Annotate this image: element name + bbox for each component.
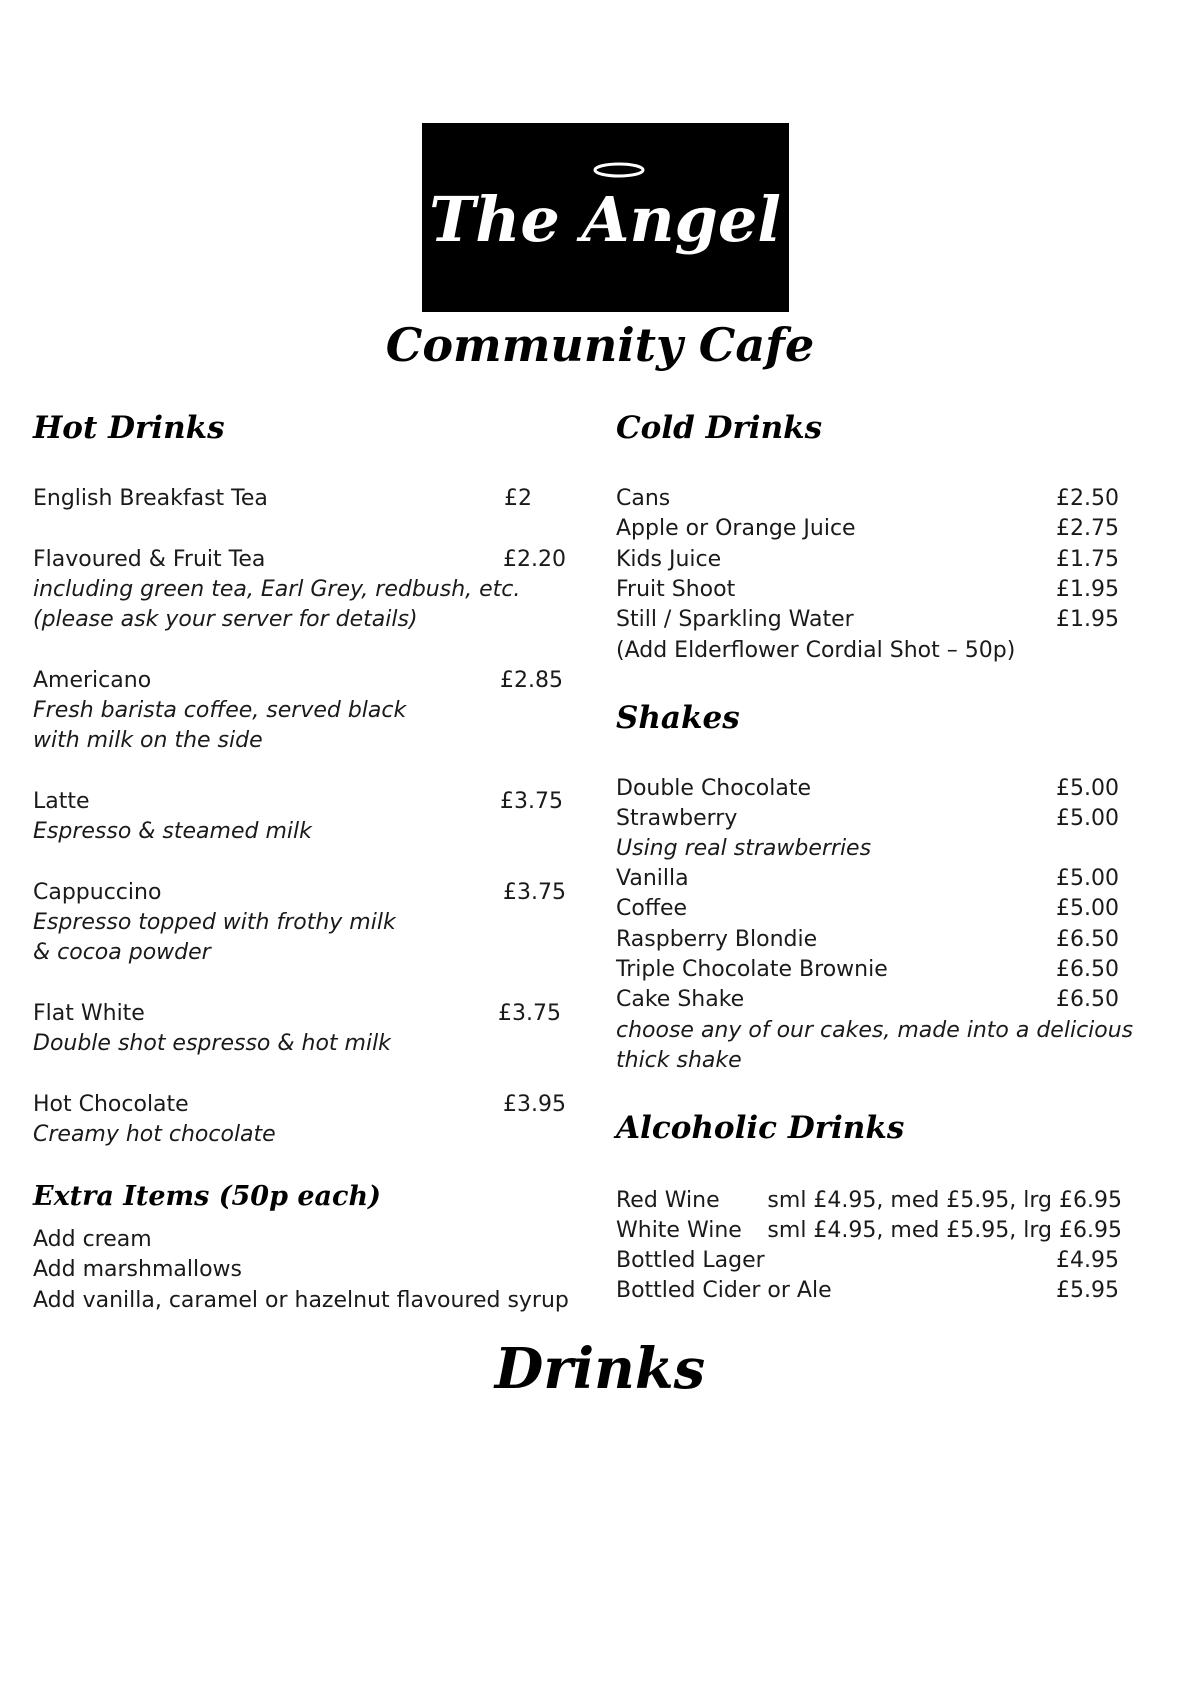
item-price: £3.75 [500, 789, 563, 814]
item-name: Cake Shake [616, 987, 745, 1012]
item-description: Fresh barista coffee, served black [33, 698, 407, 723]
item-name: Red Wine [616, 1188, 720, 1213]
item-price: £4.95 [1056, 1248, 1119, 1273]
menu-item [33, 666, 563, 696]
item-description: thick shake [616, 1048, 742, 1073]
menu-footer-title: Drinks [494, 1336, 706, 1402]
item-name: Raspberry Blondie [616, 927, 818, 952]
shakes-heading: Shakes [616, 700, 740, 736]
item-price: £5.00 [1056, 896, 1119, 921]
logo-text: The Angel [429, 183, 781, 256]
item-price: sml £4.95, med £5.95, lrg £6.95 [767, 1188, 1122, 1213]
item-name: Apple or Orange Juice [616, 516, 856, 541]
extras-heading: Extra Items (50p each) [33, 1181, 381, 1212]
item-name: English Breakfast Tea [33, 486, 268, 511]
item-price: sml £4.95, med £5.95, lrg £6.95 [767, 1218, 1122, 1243]
menu-item [616, 1186, 1122, 1216]
cold-drinks-note: (Add Elderflower Cordial Shot – 50p) [616, 638, 1016, 663]
menu-item [616, 894, 1119, 924]
item-price: £6.50 [1056, 987, 1119, 1012]
item-description: Espresso topped with frothy milk [33, 910, 396, 935]
menu-item [33, 545, 566, 575]
item-name: Coffee [616, 896, 688, 921]
item-name: Flavoured & Fruit Tea [33, 547, 266, 572]
item-price: £2 [504, 486, 532, 511]
item-name: Fruit Shoot [616, 577, 736, 602]
item-price: £2.75 [1056, 516, 1119, 541]
item-price: £6.50 [1056, 927, 1119, 952]
menu-item [616, 985, 1119, 1015]
item-price: £5.00 [1056, 776, 1119, 801]
cold-drinks-heading: Cold Drinks [616, 410, 823, 446]
item-name: Cans [616, 486, 671, 511]
item-price: £6.50 [1056, 957, 1119, 982]
menu-item [616, 1276, 1119, 1306]
item-description: Creamy hot chocolate [33, 1122, 276, 1147]
menu-item [616, 864, 1119, 894]
item-name: Double Chocolate [616, 776, 812, 801]
menu-item [33, 1090, 566, 1120]
menu-item [616, 605, 1119, 635]
item-name: Bottled Cider or Ale [616, 1278, 832, 1303]
halo-icon [595, 164, 643, 176]
item-name: Cappuccino [33, 880, 162, 905]
item-name: Bottled Lager [616, 1248, 765, 1273]
item-price: £3.75 [503, 880, 566, 905]
item-price: £1.95 [1056, 577, 1119, 602]
item-description: (please ask your server for details) [33, 607, 418, 632]
item-price: £3.75 [498, 1001, 561, 1026]
item-name: Triple Chocolate Brownie [616, 957, 888, 982]
menu-item [616, 955, 1119, 985]
item-description: Espresso & steamed milk [33, 819, 312, 844]
menu-item [616, 1246, 1119, 1276]
item-price: £2.20 [503, 547, 566, 572]
menu-item [33, 999, 563, 1029]
item-price: £5.00 [1056, 866, 1119, 891]
cafe-logo [422, 123, 789, 312]
menu-item [33, 878, 566, 908]
menu-item [616, 514, 1119, 544]
cafe-subtitle: Community Cafe [385, 318, 815, 372]
menu-item [616, 804, 1119, 834]
alcoholic-heading: Alcoholic Drinks [616, 1110, 905, 1146]
menu-item [616, 1216, 1122, 1246]
menu-item [616, 484, 1119, 514]
item-name: Latte [33, 789, 90, 814]
item-name: Flat White [33, 1001, 145, 1026]
menu-item [33, 787, 563, 817]
extra-item: Add vanilla, caramel or hazelnut flavoured syrup [33, 1288, 569, 1313]
item-price: £2.85 [500, 668, 563, 693]
menu-item [616, 545, 1119, 575]
item-description: choose any of our cakes, made into a delicious [616, 1018, 1134, 1043]
item-price: £5.00 [1056, 806, 1119, 831]
item-description: & cocoa powder [33, 940, 211, 965]
menu-item [33, 484, 563, 514]
extra-item: Add marshmallows [33, 1257, 242, 1282]
item-name: Americano [33, 668, 152, 693]
item-price: £5.95 [1056, 1278, 1119, 1303]
item-name: Strawberry [616, 806, 738, 831]
item-name: Vanilla [616, 866, 689, 891]
item-name: Hot Chocolate [33, 1092, 189, 1117]
menu-item [616, 774, 1119, 804]
item-name: White Wine [616, 1218, 742, 1243]
item-description: Double shot espresso & hot milk [33, 1031, 391, 1056]
item-price: £1.75 [1056, 547, 1119, 572]
menu-item [616, 925, 1119, 955]
item-price: £1.95 [1056, 607, 1119, 632]
menu-item [616, 575, 1119, 605]
item-name: Still / Sparkling Water [616, 607, 854, 632]
item-price: £3.95 [503, 1092, 566, 1117]
extra-item: Add cream [33, 1227, 152, 1252]
item-description: including green tea, Earl Grey, redbush, etc. [33, 577, 521, 602]
item-name: Kids Juice [616, 547, 722, 572]
item-description: Using real strawberries [616, 836, 872, 861]
hot-drinks-heading: Hot Drinks [33, 410, 225, 446]
item-price: £2.50 [1056, 486, 1119, 511]
item-description: with milk on the side [33, 728, 263, 753]
